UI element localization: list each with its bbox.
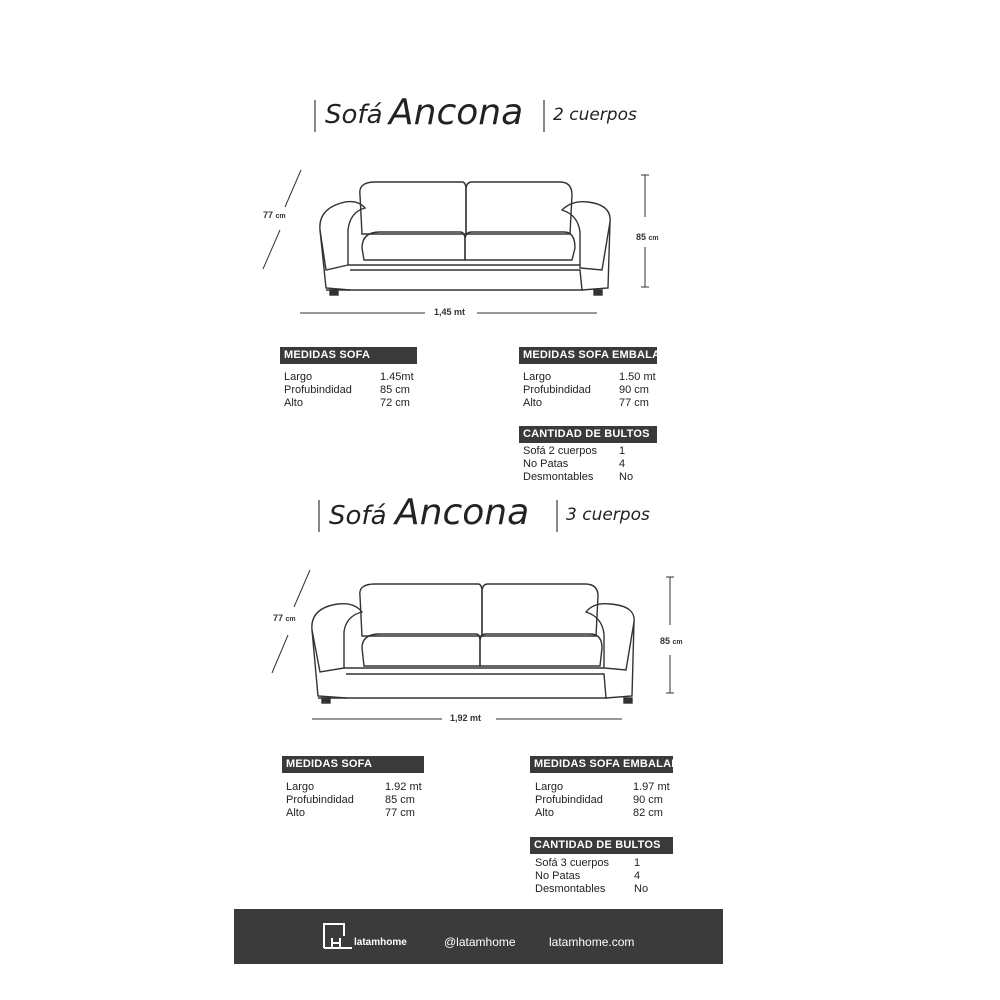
medidas-sofa-table xyxy=(284,371,424,410)
table-row: Sofá 3 cuerpos 1 xyxy=(535,857,641,869)
medidas-embalado-table xyxy=(523,371,663,410)
title-divider-right xyxy=(543,100,545,132)
table-row: Profubindidad 90 cm xyxy=(523,384,649,396)
footer-handle[interactable]: @latamhome xyxy=(444,935,516,949)
table-row: Desmontables No xyxy=(535,883,649,895)
medidas-embalado-header: MEDIDAS SOFA EMBALADO xyxy=(530,756,673,773)
table-row: Alto 77 cm xyxy=(523,397,649,409)
table-row: Profubindidad 85 cm xyxy=(284,384,410,396)
title-model: Ancona xyxy=(395,492,530,533)
medidas-sofa-table xyxy=(286,781,436,820)
footer-bar xyxy=(234,909,723,964)
table-row: Largo 1.50 mt xyxy=(523,371,656,383)
table-row: Desmontables No xyxy=(523,471,634,483)
medidas-sofa-header: MEDIDAS SOFA xyxy=(282,756,424,773)
dimension-lines-2 xyxy=(260,565,690,725)
title-divider-left xyxy=(314,100,316,132)
cantidad-bultos-header: CANTIDAD DE BULTOS xyxy=(530,837,673,854)
length-label: 1,92 mt xyxy=(450,713,482,723)
medidas-embalado-header: MEDIDAS SOFA EMBALADO xyxy=(519,347,657,364)
house-logo-icon xyxy=(322,922,354,950)
table-row: Profubindidad 90 cm xyxy=(535,794,663,806)
title-model: Ancona xyxy=(389,92,524,133)
table-row: Alto 82 cm xyxy=(535,807,663,819)
height-label: 85 cm xyxy=(660,636,683,646)
table-row: Profubindidad 85 cm xyxy=(286,794,415,806)
title-sofa: Sofá xyxy=(329,501,387,531)
title-bodies: 2 cuerpos xyxy=(553,105,637,125)
title-divider-right xyxy=(556,500,558,532)
table-row: Sofá 2 cuerpos 1 xyxy=(523,445,626,457)
dimension-lines-1 xyxy=(255,165,675,325)
height-label: 85 cm xyxy=(636,232,659,242)
cantidad-bultos-table xyxy=(535,857,685,896)
table-row: Largo 1.45mt xyxy=(284,371,414,383)
medidas-sofa-header: MEDIDAS SOFA xyxy=(280,347,417,364)
length-label: 1,45 mt xyxy=(434,307,466,317)
footer-site-link[interactable]: latamhome.com xyxy=(549,935,635,949)
table-row: No Patas 4 xyxy=(535,870,641,882)
cantidad-bultos-header: CANTIDAD DE BULTOS xyxy=(519,426,657,443)
title-divider-left xyxy=(318,500,320,532)
title-bodies: 3 cuerpos xyxy=(566,505,650,525)
table-row: Alto 72 cm xyxy=(284,397,410,409)
table-row: Largo 1.97 mt xyxy=(535,781,670,793)
depth-label: 77 cm xyxy=(263,210,286,220)
footer-brand: latamhome xyxy=(354,937,407,948)
depth-label: 77 cm xyxy=(273,613,296,623)
cantidad-bultos-table xyxy=(523,445,673,484)
bultos-clip xyxy=(523,445,673,483)
table-row: No Patas 4 xyxy=(523,458,626,470)
medidas-embalado-table xyxy=(535,781,685,820)
title-sofa: Sofá xyxy=(325,100,383,130)
table-row: Largo 1.92 mt xyxy=(286,781,422,793)
table-row: Alto 77 cm xyxy=(286,807,415,819)
